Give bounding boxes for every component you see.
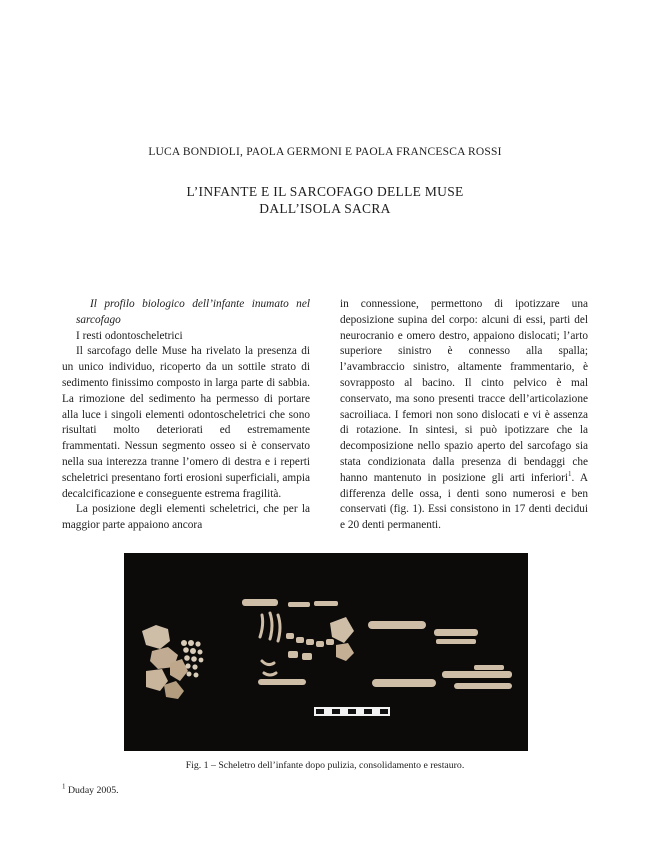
right-text-column: [340, 297, 588, 534]
footnote-reference[interactable]: 1: [568, 470, 572, 478]
body-paragraph: La posizione degli elementi scheletrici, che per la maggior parte appaiono ancora: [62, 503, 310, 532]
footnote-text: Duday 2005.: [65, 785, 119, 796]
skeleton-photograph: [124, 553, 528, 751]
subsection-heading: I resti odontoscheletrici: [76, 329, 183, 342]
left-text-column: [62, 297, 310, 534]
figure-caption: Fig. 1 – Scheletro dell’infante dopo pulizia, consolidamento e restauro.: [185, 760, 465, 771]
footnote-marker: 1: [62, 782, 66, 791]
authors-line: LUCA BONDIOLI, PAOLA GERMONI E PAOLA FRANCESCA ROSSI: [148, 146, 502, 158]
title-line-2: DALL’ISOLA SACRA: [259, 201, 391, 216]
article-title: [0, 183, 650, 217]
section-heading: Il profilo biologico dell’infante inumato nel sarcofago: [76, 298, 310, 326]
footnote: [62, 782, 119, 796]
scale-bar: [314, 707, 390, 716]
title-line-1: L’INFANTE E IL SARCOFAGO DELLE MUSE: [186, 184, 464, 199]
body-paragraph: Il sarcofago delle Muse ha rivelato la presenza di un unico individuo, ricoperto da un sottile strato di sedimento finissimo composto in larga parte di sabbia. La rimozione del sedimento ha permesso di portare alla luce i singoli elementi odontoscheletrici che sono risultati molto deteriorati ed estremamente frammentati. Nessun segmento osseo si è conservato nella sua interezza tranne l’omero di destra e i reperti scheletrici presentano forti erosioni superficiali, ampia decalcificazione e conseguente estrema fragilità.: [62, 345, 310, 500]
paragraph-text: . A differenza delle ossa, i denti sono numerosi e ben conservati (fig. 1). Essi consistono in 17 denti decidui e 20 denti permanenti.: [340, 471, 588, 532]
body-paragraph: [340, 297, 588, 534]
skeleton-image: [124, 553, 528, 751]
paragraph-text: in connessione, permettono di ipotizzare una deposizione supina del corpo: alcuni di essi, parti del neurocranio e omero destro, appaiono dislocati; l’arto superiore sinistro è connesso alla spalla; l’avambraccio sinistro, altamente frammentario, è sovrapposto al bacino. Il cinto pelvico è mal conservato, ma sono presenti tracce dell’articolazione sacroiliaca. I femori non sono dislocati e vi è assenza di rotazione. In sintesi, si può ipotizzare che la decomposizione nello spazio aperto del sarcofago sia stata condizionata dalla presenza di bendaggi che hanno mantenuto in posizione gli arti inferiori: [340, 298, 588, 484]
